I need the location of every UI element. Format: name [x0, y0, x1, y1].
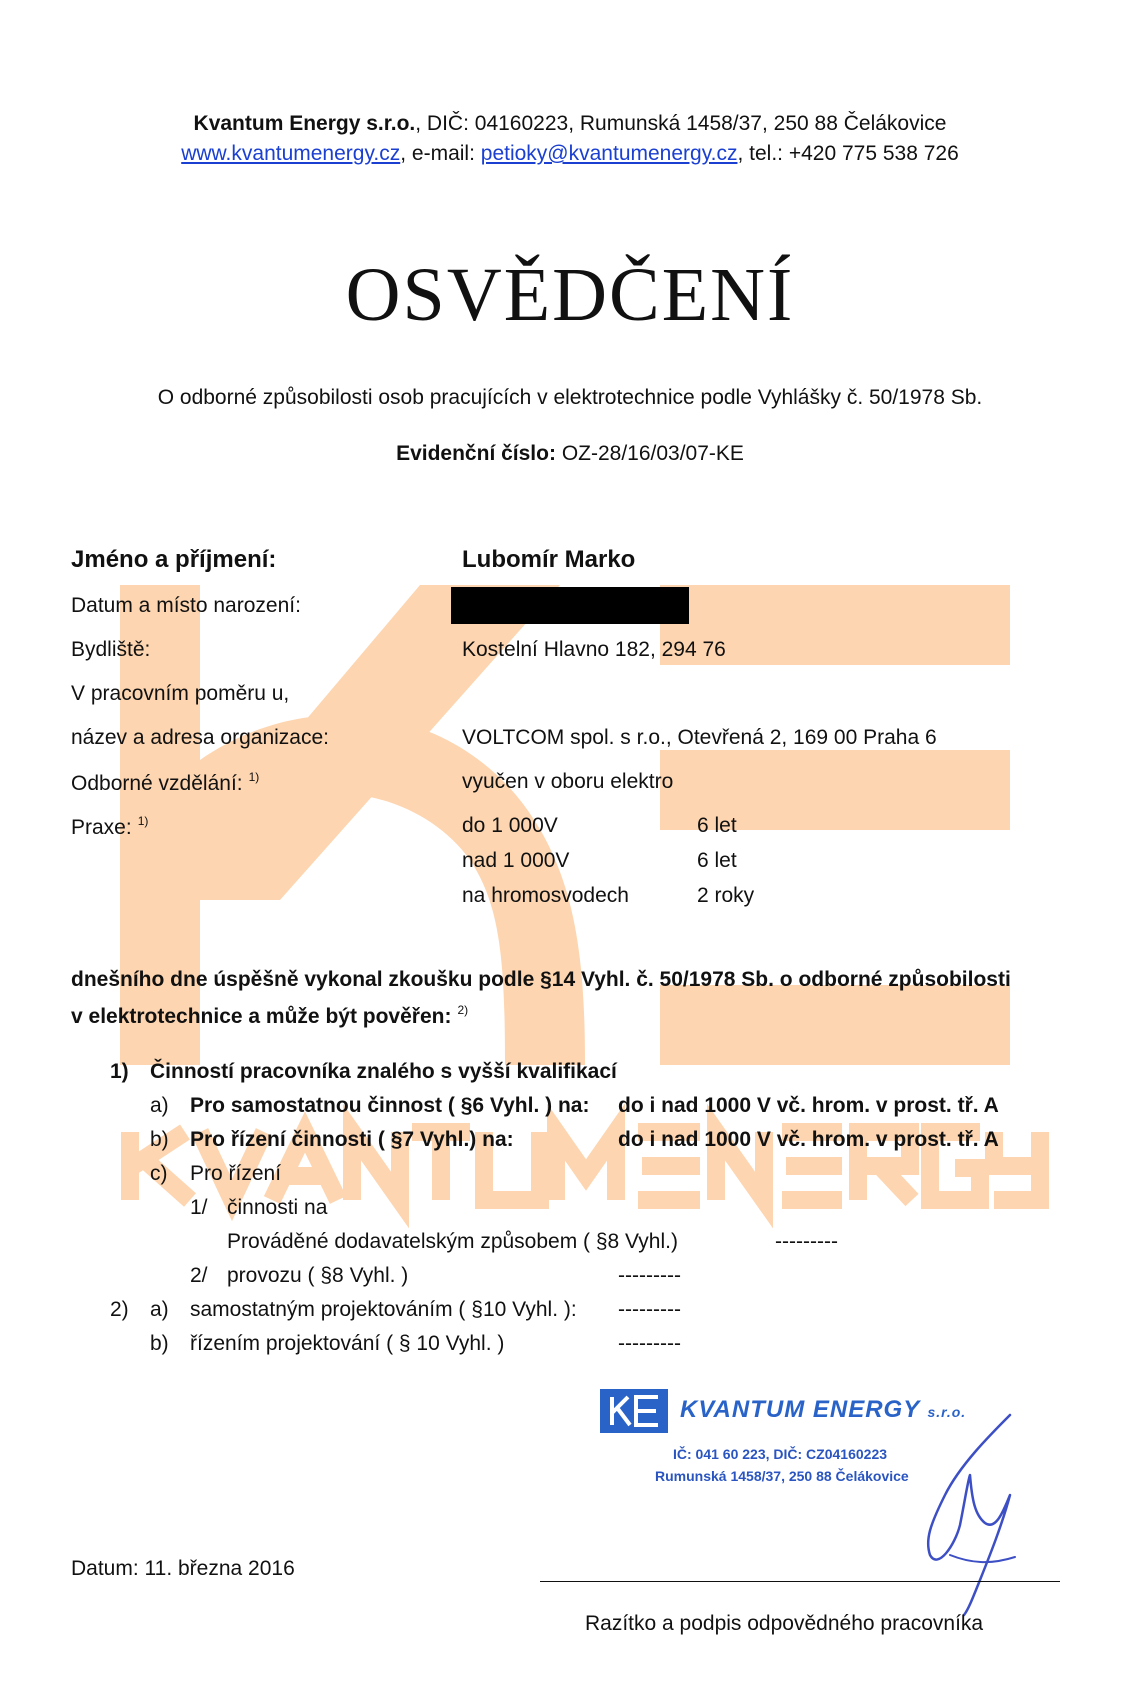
item-c-mark: c) — [150, 1162, 168, 1185]
item-c-text: Pro řízení — [190, 1162, 282, 1185]
residence-label: Bydliště: — [71, 638, 151, 661]
practice-duration: 6 let — [697, 814, 737, 837]
document-subtitle: O odborné způsobilosti osob pracujících v elektrotechnice podle Vyhlášky č. 50/1978 Sb. — [157, 386, 983, 409]
practice-row-label — [71, 814, 148, 840]
website-link[interactable]: www.kvantumenergy.cz — [181, 142, 401, 165]
practice-label: Praxe: — [71, 816, 132, 839]
practice-range: na hromosvodech — [462, 884, 629, 907]
stamp-ids: IČ: 041 60 223, DIČ: CZ04160223 — [673, 1446, 888, 1462]
evidence-value: OZ-28/16/03/07-KE — [561, 442, 744, 465]
education-value: vyučen v oboru elektro — [462, 770, 674, 793]
item-2b-text: řízením projektování ( § 10 Vyhl. ) — [190, 1332, 505, 1355]
item-a-mark: a) — [150, 1094, 169, 1117]
item-c2-value: --------- — [618, 1264, 681, 1287]
birth-label: Datum a místo narození: — [71, 594, 301, 617]
item-b-text: Pro řízení činnosti ( §7 Vyhl.) na: — [190, 1128, 514, 1151]
company-name: Kvantum Energy s.r.o. — [193, 112, 416, 135]
organization-value: VOLTCOM spol. s r.o., Otevřená 2, 169 00 Praha 6 — [462, 726, 937, 749]
practice-range: do 1 000V — [462, 814, 558, 837]
organization-label: název a adresa organizace: — [71, 726, 329, 749]
statement-text: v elektrotechnice a může být pověřen: — [71, 1005, 452, 1028]
stamp-address: Rumunská 1458/37, 250 88 Čelákovice — [655, 1468, 909, 1484]
education-label: Odborné vzdělání: — [71, 772, 243, 795]
practice-range: nad 1 000V — [462, 849, 570, 872]
practice-duration: 6 let — [697, 849, 737, 872]
item-c1-mark: 1/ — [190, 1196, 208, 1219]
issue-date: Datum: 11. března 2016 — [71, 1557, 295, 1580]
item-c2-mark: 2/ — [190, 1264, 208, 1287]
item-c1-value: --------- — [775, 1230, 838, 1253]
phone-text: , tel.: +420 775 538 726 — [737, 142, 959, 165]
statement-line-1: dnešního dne úspěšně vykonal zkoušku podle §14 Vyhl. č. 50/1978 Sb. o odborné způsobilosti — [71, 968, 1011, 991]
company-details: , DIČ: 04160223, Rumunská 1458/37, 250 88 Čelákovice — [415, 112, 947, 135]
evidence-number — [0, 442, 1140, 466]
item-2-number: 2) — [110, 1298, 129, 1321]
item-1-number: 1) — [110, 1060, 129, 1083]
practice-footnote: 1) — [137, 814, 149, 828]
evidence-label: Evidenční číslo: — [396, 442, 556, 465]
statement-line-2 — [71, 1003, 468, 1029]
company-header — [0, 112, 1140, 136]
item-c2-text: provozu ( §8 Vyhl. ) — [227, 1264, 409, 1287]
signature-line — [540, 1581, 1060, 1582]
item-b-value: do i nad 1000 V vč. hrom. v prost. tř. A — [618, 1128, 999, 1151]
document-title: OSVĚDČENÍ — [345, 253, 795, 337]
handwritten-signature — [890, 1405, 1050, 1620]
item-a-text: Pro samostatnou činnost ( §6 Vyhl. ) na: — [190, 1094, 590, 1117]
item-b-mark: b) — [150, 1128, 169, 1151]
item-c1-text: činnosti na — [227, 1196, 328, 1219]
item-a-value: do i nad 1000 V vč. hrom. v prost. tř. A — [618, 1094, 999, 1117]
email-label: , e-mail: — [400, 142, 481, 165]
person-name: Lubomír Marko — [462, 546, 636, 573]
stamp-logo-icon — [600, 1389, 668, 1433]
signature-caption: Razítko a podpis odpovědného pracovníka — [585, 1612, 984, 1635]
stamp-company-name: KVANTUM ENERGY — [680, 1396, 920, 1423]
practice-duration: 2 roky — [697, 884, 755, 907]
item-2a-mark: a) — [150, 1298, 169, 1321]
item-2a-text: samostatným projektováním ( §10 Vyhl. ): — [190, 1298, 577, 1321]
item-2a-value: --------- — [618, 1298, 681, 1321]
item-2b-mark: b) — [150, 1332, 169, 1355]
employment-label: V pracovním poměru u, — [71, 682, 290, 705]
education-row-label — [71, 770, 259, 796]
item-1-text: Činností pracovníka znalého s vyšší kvalifikací — [150, 1060, 617, 1083]
redacted-birth-info — [451, 587, 689, 624]
statement-footnote: 2) — [457, 1003, 469, 1017]
item-c1-text-2: Prováděné dodavatelským způsobem ( §8 Vyhl.) — [227, 1230, 678, 1253]
email-link[interactable]: petioky@kvantumenergy.cz — [480, 142, 738, 165]
ke-logo-icon — [600, 1389, 668, 1433]
name-label: Jméno a příjmení: — [71, 546, 277, 573]
education-footnote: 1) — [248, 770, 260, 784]
residence-value: Kostelní Hlavno 182, 294 76 — [462, 638, 726, 661]
contact-line — [0, 142, 1140, 166]
stamp-suffix: s.r.o. — [927, 1404, 967, 1420]
item-2b-value: --------- — [618, 1332, 681, 1355]
